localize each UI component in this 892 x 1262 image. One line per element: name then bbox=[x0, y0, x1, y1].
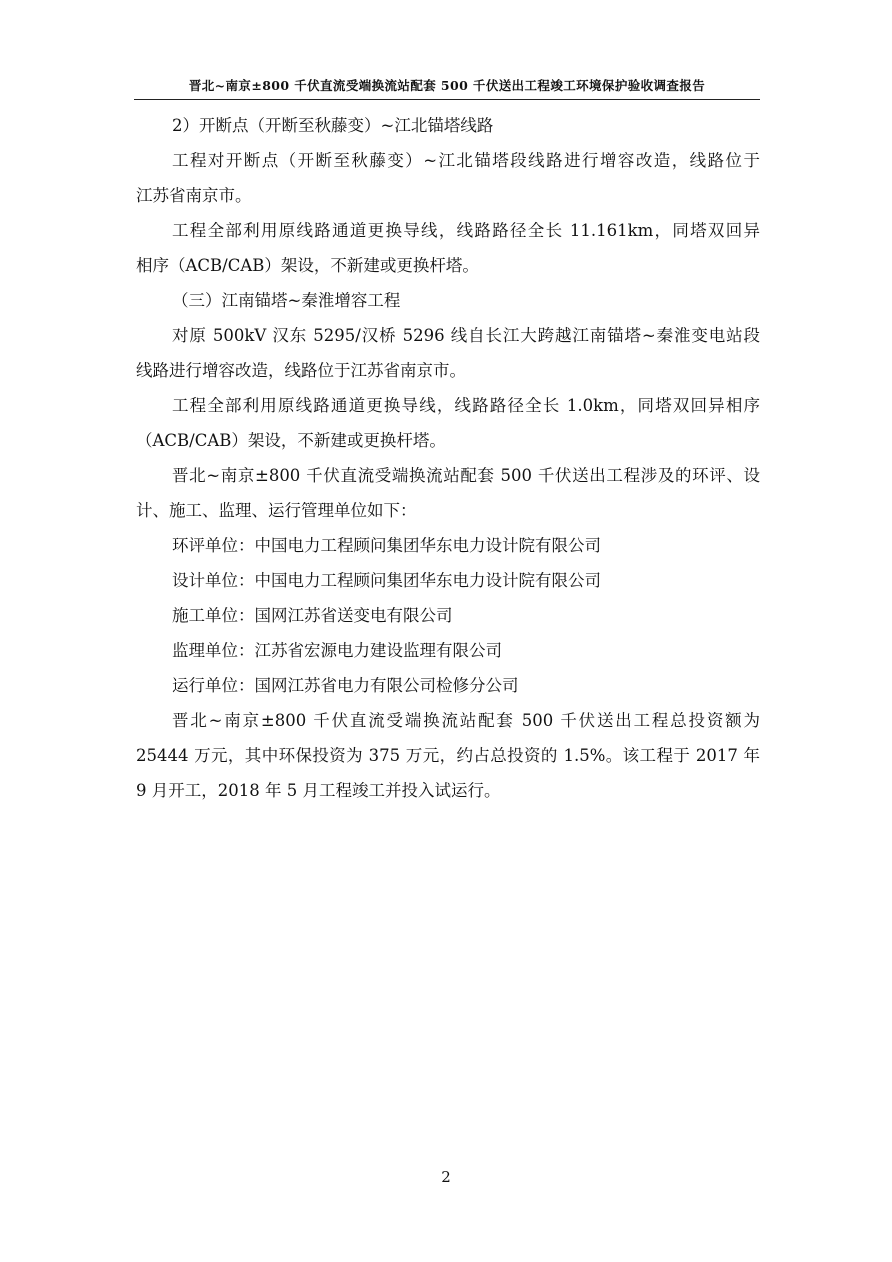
unit-supervision: 监理单位：江苏省宏源电力建设监理有限公司 bbox=[172, 641, 502, 660]
paragraph-line: 对原 500kV 汉东 5295/汉桥 5296 线自长江大跨越江南锚塔~秦淮变电站段 bbox=[172, 326, 760, 345]
paragraph-line: 计、施工、监理、运行管理单位如下： bbox=[136, 501, 417, 520]
paragraph-line: 9 月开工，2018 年 5 月工程竣工并投入试运行。 bbox=[136, 781, 501, 800]
unit-operation: 运行单位：国网江苏省电力有限公司检修分公司 bbox=[172, 676, 519, 695]
paragraph-line: 工程对开断点（开断至秋藤变）~江北锚塔段线路进行增容改造，线路位于 bbox=[172, 151, 760, 170]
paragraph-line: （ACB/CAB）架设，不新建或更换杆塔。 bbox=[136, 431, 446, 450]
unit-construction: 施工单位：国网江苏省送变电有限公司 bbox=[172, 606, 453, 625]
unit-eia: 环评单位：中国电力工程顾问集团华东电力设计院有限公司 bbox=[172, 536, 601, 555]
unit-design: 设计单位：中国电力工程顾问集团华东电力设计院有限公司 bbox=[172, 571, 601, 590]
section-heading-2: 2）开断点（开断至秋藤变）~江北锚塔线路 bbox=[172, 116, 494, 135]
page-number: 2 bbox=[441, 1168, 451, 1186]
paragraph-line: 相序（ACB/CAB）架设，不新建或更换杆塔。 bbox=[136, 256, 479, 275]
section-heading-3: （三）江南锚塔~秦淮增容工程 bbox=[172, 291, 401, 310]
header-divider bbox=[134, 99, 760, 100]
paragraph-line: 25444 万元，其中环保投资为 375 万元，约占总投资的 1.5%。该工程于 2017 年 bbox=[136, 746, 760, 765]
paragraph-line: 晋北~南京±800 千伏直流受端换流站配套 500 千伏送出工程涉及的环评、设 bbox=[172, 466, 760, 485]
paragraph-line: 江苏省南京市。 bbox=[136, 186, 252, 205]
paragraph-line: 晋北~南京±800 千伏直流受端换流站配套 500 千伏送出工程总投资额为 bbox=[172, 711, 760, 730]
paragraph-line: 工程全部利用原线路通道更换导线，线路路径全长 11.161km，同塔双回异 bbox=[172, 221, 760, 240]
running-header: 晋北~南京±800 千伏直流受端换流站配套 500 千伏送出工程竣工环境保护验收调查报告 bbox=[188, 78, 706, 93]
paragraph-line: 线路进行增容改造，线路位于江苏省南京市。 bbox=[136, 361, 466, 380]
paragraph-line: 工程全部利用原线路通道更换导线，线路路径全长 1.0km，同塔双回异相序 bbox=[172, 396, 760, 415]
